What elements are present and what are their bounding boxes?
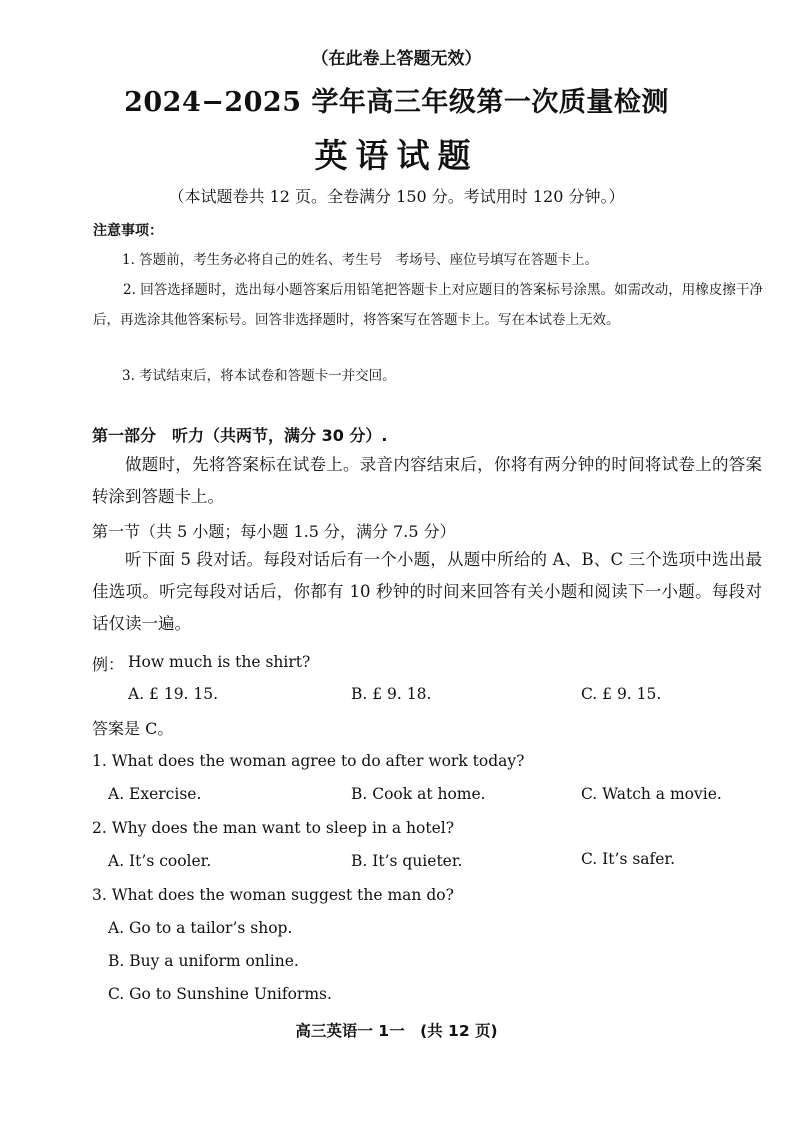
page-footer: 高三英语一 1一 (共 12 页): [295, 1022, 498, 1040]
question-1-option-a: A. Exercise.: [108, 785, 202, 803]
section1-instruction: 听下面 5 段对话。每段对话后有一个小题，从题中所给的 A、B、C 三个选项中选出最佳选项。听完每段对话后，你都有 10 秒钟的时间来回答有关小题和阅读下一小题。每段对话仅读一遍。: [92, 550, 762, 633]
question-3-option-c: C. Go to Sunshine Uniforms.: [108, 985, 332, 1003]
question-3: 3. What does the woman suggest the man do?: [92, 886, 454, 904]
exam-title: 2024−2025 学年高三年级第一次质量检测: [124, 87, 669, 118]
example-answer: 答案是 C。: [92, 719, 174, 738]
no-answer-notice: （在此卷上答题无效）: [311, 49, 482, 69]
example-option-b: B. £ 9. 18.: [351, 685, 432, 703]
note-item-2: 2. 回答选择题时，选出每小题答案后用铅笔把答题卡上对应题目的答案标号涂黑。如需改动，用橡皮擦干净后，再选涂其他答案标号。回答非选择题时，将答案写在答题卡上。写在本试卷上无效。: [93, 282, 763, 328]
question-2-option-c: C. It’s safer.: [581, 850, 676, 868]
example-option-a: A. £ 19. 15.: [128, 685, 219, 703]
question-2-option-a: A. It’s cooler.: [108, 852, 212, 870]
exam-info: （本试题卷共 12 页。全卷满分 150 分。考试用时 120 分钟。）: [168, 187, 625, 206]
notes-heading: 注意事项：: [93, 223, 163, 239]
part1-heading: 第一部分 听力（共两节，满分 30 分）.: [92, 426, 388, 445]
question-2: 2. Why does the man want to sleep in a hotel?: [92, 819, 455, 837]
subject-title: 英语试题: [314, 136, 479, 175]
example-label: 例：: [92, 655, 125, 674]
note-item-1: 1. 答题前，考生务必将自己的姓名、考生号 考场号、座位号填写在答题卡上。: [122, 252, 599, 268]
question-1-option-c: C. Watch a movie.: [581, 785, 722, 803]
question-3-option-b: B. Buy a uniform online.: [108, 952, 299, 970]
part1-instruction: 做题时，先将答案标在试卷上。录音内容结束后，你将有两分钟的时间将试卷上的答案转涂到答题卡上。: [92, 455, 762, 506]
example-question: How much is the shirt?: [128, 653, 311, 671]
question-1: 1. What does the woman agree to do after work today?: [92, 752, 525, 770]
example-option-c: C. £ 9. 15.: [581, 685, 662, 703]
section1-heading: 第一节（共 5 小题；每小题 1.5 分，满分 7.5 分）: [92, 522, 456, 541]
note-item-3: 3. 考试结束后，将本试卷和答题卡一并交回。: [122, 368, 396, 384]
question-2-option-b: B. It’s quieter.: [351, 852, 463, 870]
question-1-option-b: B. Cook at home.: [351, 785, 486, 803]
question-3-option-a: A. Go to a tailor’s shop.: [108, 919, 293, 937]
